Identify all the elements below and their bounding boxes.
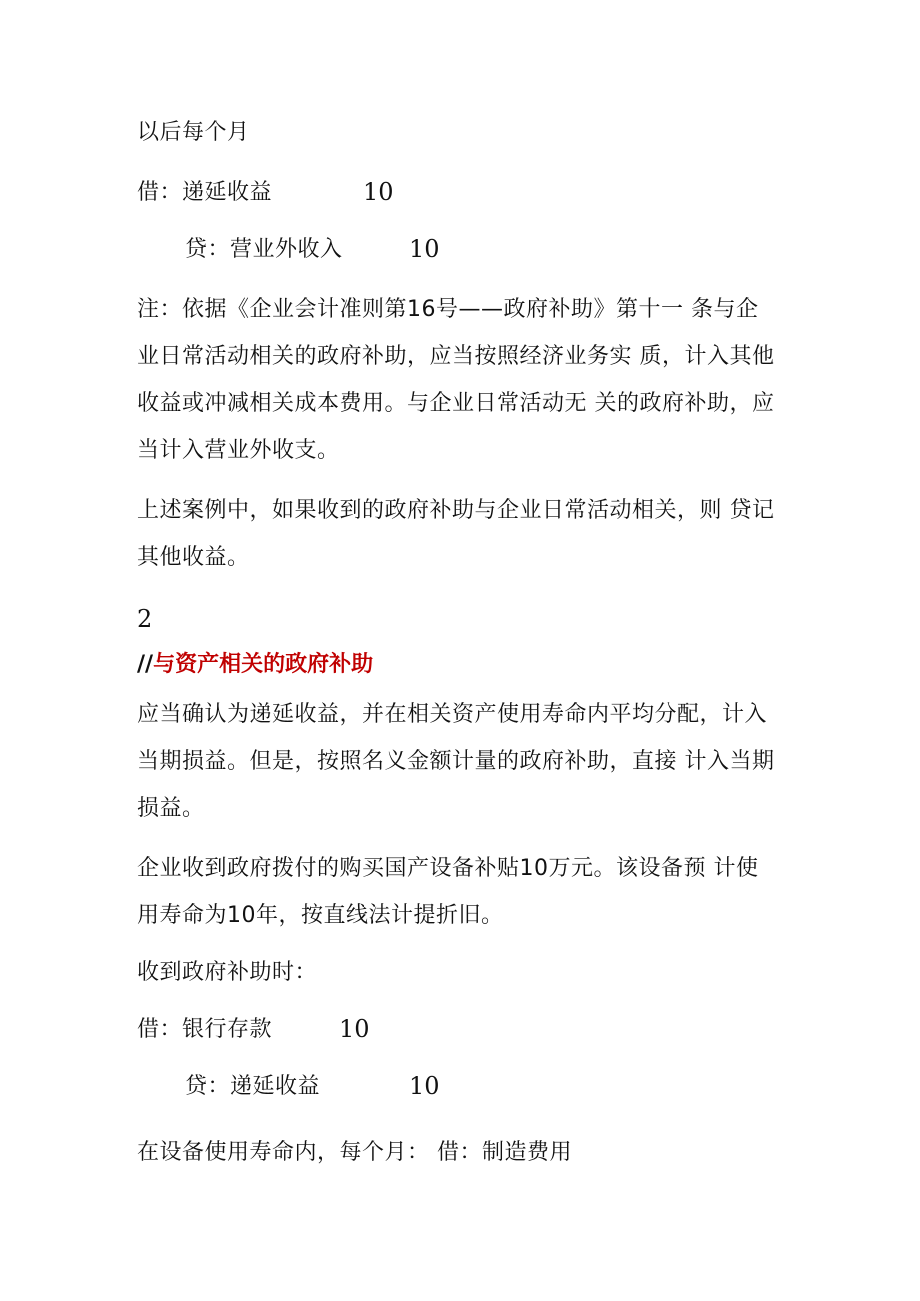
example-line-1: 企业收到政府拨付的购买国产设备补贴10万元。该设备预 计使 [137, 856, 759, 881]
entry2-credit-amount: 10 [409, 1072, 440, 1100]
section-heading [137, 650, 373, 680]
entry1-debit-amount: 10 [363, 178, 394, 206]
case-line-1: 上述案例中，如果收到的政府补助与企业日常活动相关，则 贷记 [137, 498, 775, 523]
rule-line-1: 应当确认为递延收益，并在相关资产使用寿命内平均分配，计入 [137, 702, 768, 727]
case-line-2: 其他收益。 [137, 545, 250, 570]
note-line-3: 收益或冲减相关成本费用。与企业日常活动无 关的政府补助，应 [137, 391, 775, 416]
entry1-debit-label: 借：递延收益 [137, 180, 273, 205]
entry1-credit-amount: 10 [409, 235, 440, 263]
section-number: 2 [137, 605, 153, 633]
entry2-debit-label: 借：银行存款 [137, 1017, 273, 1042]
example-line-2: 用寿命为10年，按直线法计提折旧。 [137, 903, 504, 928]
note-line-4: 当计入营业外收支。 [137, 438, 340, 463]
section-title: 与资产相关的政府补助 [153, 652, 374, 677]
note-line-1: 注：依据《企业会计准则第16号——政府补助》第十一 条与企 [137, 297, 759, 322]
last-line: 在设备使用寿命内，每个月： 借：制造费用 [137, 1140, 572, 1165]
rule-line-3: 损益。 [137, 796, 205, 821]
rule-line-2: 当期损益。但是，按照名义金额计量的政府补助，直接 计入当期 [137, 749, 775, 774]
entry2-debit-amount: 10 [339, 1015, 370, 1043]
note-line-2: 业日常活动相关的政府补助，应当按照经济业务实 质，计入其他 [137, 344, 775, 369]
section-slashes: // [137, 652, 154, 677]
entry2-credit-label: 贷：递延收益 [185, 1074, 321, 1099]
entry1-credit-label: 贷：营业外收入 [185, 237, 343, 262]
monthly-heading: 以后每个月 [137, 120, 250, 145]
receive-heading: 收到政府补助时： [137, 960, 318, 985]
